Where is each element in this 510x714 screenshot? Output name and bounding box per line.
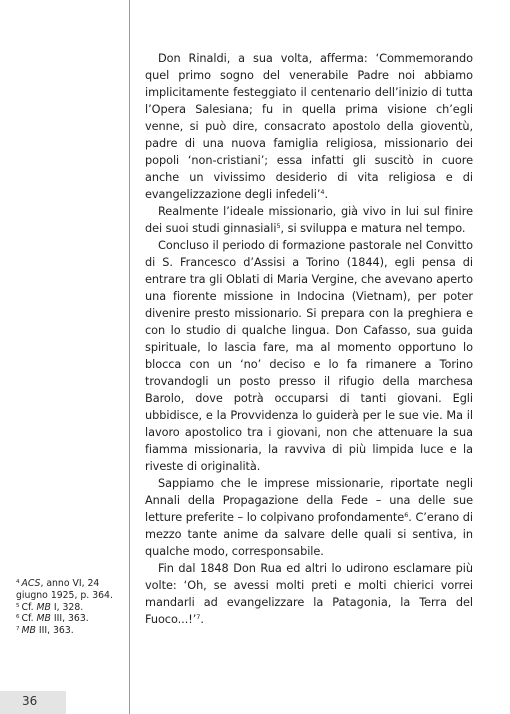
footnote-number: 7 xyxy=(16,626,20,633)
paragraph-1-end: . xyxy=(324,188,328,201)
footnote-text: I, 328. xyxy=(50,601,84,613)
paragraph-4 xyxy=(145,475,473,560)
footnote-source: ACS xyxy=(21,578,41,589)
footnote-number: 4 xyxy=(16,579,20,585)
paragraph-4-text: Sappiamo che le imprese missionarie, riportate negli Annali della Propagazione della Fede – una delle sue letture preferite – lo colpivano profondamente xyxy=(145,477,473,524)
footnote-number: 5 xyxy=(16,602,20,609)
paragraph-2-end: , si sviluppa e matura nel tempo. xyxy=(280,222,466,235)
footnote xyxy=(16,625,122,637)
footnotes xyxy=(16,578,122,637)
paragraph-5 xyxy=(145,560,473,628)
footnote-ref-5: 5 xyxy=(276,222,281,230)
paragraph-5-end: . xyxy=(200,613,204,626)
footnote-source: MB xyxy=(21,625,36,637)
paragraph-4-end: . C’erano di mezzo tante anime da salvare delle quali si sentiva, in qualche modo, corresponsabile. xyxy=(145,511,473,558)
footnote-ref-7: 7 xyxy=(196,613,201,621)
footnote-prefix: Cf. xyxy=(21,613,37,625)
footnote-text: III, 363. xyxy=(50,613,89,625)
footnote-ref-6: 6 xyxy=(404,511,409,519)
paragraph-1-text: Don Rinaldi, a sua volta, afferma: ‘Commemorando quel primo sogno del venerabile Padre noi abbiamo implicitamente festeggiato il centenario dell’inizio di tutta l’Opera Salesiana; fu in quella prima visione ch’egli venne, si può dire, consacrato apostolo della gioventù, padre di una nuova famiglia religiosa, missionario dei popoli ‘non-cristiani’; essa infatti gli suscitò in cuore anche un vivissimo desiderio di vita religiosa e di evangelizzazione degli infedeli’ xyxy=(145,52,473,201)
main-text xyxy=(145,50,473,628)
footnote-text: III, 363. xyxy=(35,625,74,637)
footnote-source: MB xyxy=(36,613,51,625)
footnote-number: 6 xyxy=(16,614,20,621)
paragraph-1 xyxy=(145,50,473,203)
footnote xyxy=(16,602,122,614)
footnote xyxy=(16,578,122,602)
footnote-text: , anno VI, 24 giugno 1925, p. 364. xyxy=(16,578,113,601)
footnote-prefix: Cf. xyxy=(21,601,37,613)
page-number: 36 xyxy=(22,694,38,708)
footnote-ref-4: 4 xyxy=(320,188,325,196)
paragraph-2 xyxy=(145,203,473,237)
footnote xyxy=(16,613,122,625)
footnote-source: MB xyxy=(36,601,51,613)
paragraph-5-text: Fin dal 1848 Don Rua ed altri lo udirono esclamare più volte: ‘Oh, se avessi molti preti e molti chierici vorrei mandarli ad evangelizzare la Patagonia, la Terra del Fuoco...!’ xyxy=(145,562,473,626)
paragraph-2-text: Realmente l’ideale missionario, già vivo in lui sul finire dei suoi studi ginnasiali xyxy=(145,205,473,235)
margin-rule xyxy=(129,0,130,714)
paragraph-3: Concluso il periodo di formazione pastorale nel Convitto di S. Francesco d’Assisi a Torino (1844), egli pensa di entrare tra gli Oblati di Maria Vergine, che avevano aperto una fiorente missione in Indocina (Vietnam), per poter divenire presto missionario. Si prepara con la preghiera e con lo studio di qualche lingua. Don Cafasso, sua guida spirituale, lo lascia fare, ma al momento opportuno lo blocca con un ‘no’ deciso e lo fa rimanere a Torino trovandogli un posto presso il rifugio della marchesa Barolo, dove potrà occuparsi di tanti giovani. Egli ubbidisce, e la Provvidenza lo guiderà per le sue vie. Ma il lavoro apostolico tra i giovani, non che attenuare la sua fiamma missionaria, la ravviva di più limpida luce e la riveste di originalità. xyxy=(145,239,473,473)
